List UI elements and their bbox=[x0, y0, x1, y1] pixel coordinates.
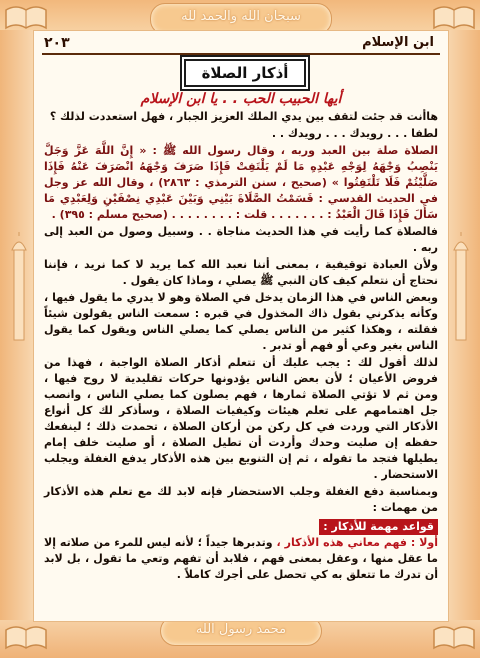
open-book-icon bbox=[432, 624, 476, 650]
mosque-ornament-icon bbox=[6, 230, 32, 350]
paragraph: وبمناسبة دفع الغفلة وجلب الاستحضار فإنه لابد لك مع تعلم هذه الأذكار من مهمات : bbox=[44, 485, 438, 514]
rule-label: أولا : فهم معاني هذه الأذكار ، bbox=[276, 536, 438, 549]
book-name: ابن الإسلام bbox=[362, 35, 434, 50]
paragraph: وبعض الناس في هذا الزمان يدخل في الصلاة وهو لا يدري ما يقول فيها ، وكأنه يذكرني بقول ذاك المخذول في قبره : سمعت الناس يقولون شيئاً فقلته ، وهكذا كثير من الناس يصلي كما يصلي الناس ويقول كما يقول الناس بغير وعي أو فهم أو تدبر . bbox=[44, 291, 438, 352]
paragraph: لطفا . . . رويدك . . . رويدك . . bbox=[271, 127, 438, 140]
paragraph: ولأن العبادة توقيفية ، بمعنى أننا نعبد الله كما يريد لا كما نريد ، فإننا نحتاج أن نتعلم كيف كان النبي ﷺ يصلي ، وماذا كان يقول . bbox=[44, 258, 438, 287]
open-book-icon bbox=[4, 4, 48, 30]
rule-item bbox=[44, 535, 438, 583]
rules-heading: قواعد مهمة للأذكار : bbox=[319, 519, 438, 535]
paragraph: لذلك أقول لك : يجب عليك أن تتعلم أذكار الصلاة الواجبة ، فهذا من فروض الأعيان ؛ لأن بعض الناس يؤدونها حركات تقليدية لا روح فيها ، ومن ثم لا تؤتي الصلاة ثمارها ، فهم يصلون كما يصلي الناس ، وانصب جل اهتمامهم على تعلم هيئات وكيفيات الصلاة ، وسأذكر لك كل أنواع الأذكار التي وردت في كل ركن من أركان الصلاة ، تحمدت ذلك ؛ لينفعك حفظه إن صليت وحدك وأردت أن تطيل الصلاة ، أو صليت خلف إمام يطيلها فتجد ما تقوله ، ثم إن التنويع بين هذه الأذكار يدفع الغفلة ويجلب الاستحضار . bbox=[44, 356, 438, 481]
rule-text: وتدبرها جيداً ؛ لأنه ليس للمرء من صلاته إلا ما عقل منها ، وعقل بمعنى فهم ، فلابد أن تفهم وتعي ما تقول ، بل لابد أن تدرك ما تتعلق به كي تحصل على أجرك كاملاً . bbox=[44, 536, 438, 581]
open-book-icon bbox=[432, 4, 476, 30]
page-number: ٢٠٣ bbox=[44, 35, 70, 51]
open-book-icon bbox=[4, 624, 48, 650]
paragraph: فالصلاة كما رأيت في هذا الحديث مناجاة . . وسبيل وصول من العبد إلى ربه . bbox=[44, 225, 438, 254]
content-panel bbox=[33, 30, 449, 622]
header-divider bbox=[42, 53, 440, 55]
body-text bbox=[44, 109, 438, 584]
paragraph-hadith: الصلاة صلة بين العبد وربه ، وقال رسول الله ﷺ : « إِنَّ اللَّهَ عَزَّ وَجَلَّ يَنْصِبُ وَجْهَهُ لِوَجْهِ عَبْدِهِ مَا لَمْ يَلْتَفِتْ فَإِذَا صَرَفَ وَجْهَهُ انْصَرَفَ عَنْهُ فَإِذَا صَلَّيْتُمْ فَلَا تَلْتَفِتُوا » (صحيح ، سنن الترمذي : ٢٨٦٣) ، وقال الله عز وجل في الحديث القدسي : قَسَمْتُ الصَّلَاةَ بَيْنِي وَبَيْنَ عَبْدِي نِصْفَيْنِ وَلِعَبْدِي مَا سَأَلَ فَإِذَا قَالَ الْعَبْدُ : . . . . . . . قلت : . . . . . . . . (صحيح مسلم : ٣٩٥) . bbox=[44, 144, 438, 221]
mosque-ornament-icon bbox=[448, 230, 474, 350]
bottom-calligraphy: محمد رسول الله bbox=[195, 622, 287, 637]
top-calligraphy: سبحان الله والحمد لله bbox=[181, 9, 301, 24]
section-title-box bbox=[184, 59, 306, 87]
section-title: أذكار الصلاة bbox=[201, 64, 289, 82]
section-subtitle: أيها الحبيب الحب . . يا ابن الإسلام bbox=[140, 91, 342, 107]
paragraph: هاأنت قد جئت لتقف بين يدي الملك العزيز الجبار ، فهل استعددت لذلك ؟ bbox=[49, 110, 438, 123]
